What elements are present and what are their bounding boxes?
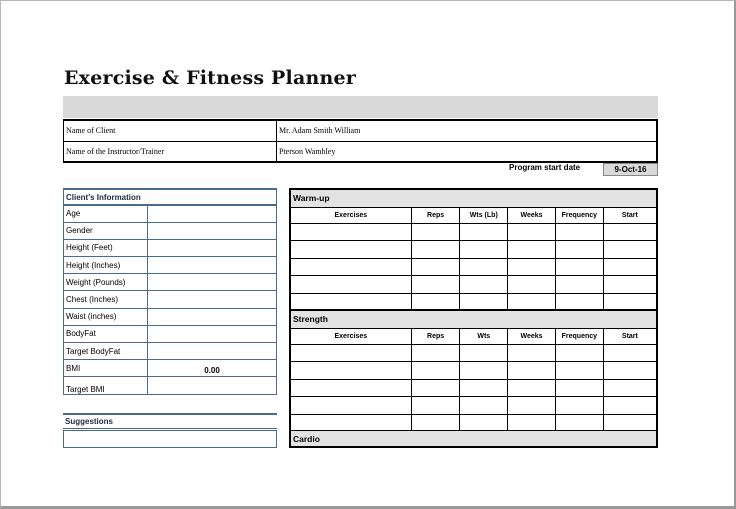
column-header: Start — [603, 207, 657, 223]
cell[interactable] — [508, 362, 556, 380]
cell[interactable] — [603, 293, 657, 311]
instructor-label: Name of the Instructor/Trainer — [64, 141, 277, 162]
table-row — [64, 308, 277, 325]
column-header: Exercises — [290, 328, 411, 344]
header-band — [63, 96, 658, 118]
row-value[interactable] — [148, 205, 277, 222]
table-row — [64, 257, 277, 274]
table-row — [64, 141, 658, 162]
cell[interactable] — [411, 397, 460, 415]
cell[interactable] — [555, 414, 603, 432]
table-row — [64, 291, 277, 308]
cell[interactable] — [508, 379, 556, 397]
strength-table — [289, 309, 658, 432]
section-header-row — [290, 189, 657, 207]
table-row — [290, 293, 657, 311]
clients-information-header: Client's Information — [64, 189, 277, 205]
row-value[interactable] — [148, 325, 277, 342]
table-row — [290, 414, 657, 432]
table-row — [290, 258, 657, 276]
cell[interactable] — [290, 414, 411, 432]
table-header-row — [290, 207, 657, 223]
cell[interactable] — [460, 379, 508, 397]
table-row — [64, 343, 277, 360]
suggestions-header: Suggestions — [63, 413, 277, 429]
row-value[interactable] — [148, 257, 277, 274]
cell[interactable] — [508, 293, 556, 311]
section-header-row — [290, 310, 657, 328]
cell[interactable] — [603, 362, 657, 380]
cell[interactable] — [555, 362, 603, 380]
column-header: Start — [603, 328, 657, 344]
row-label: Chest (Inches) — [64, 291, 148, 308]
column-header: Wts — [460, 328, 508, 344]
row-value[interactable] — [148, 274, 277, 291]
cell[interactable] — [460, 344, 508, 362]
cell[interactable] — [460, 276, 508, 294]
program-start-value[interactable]: 9-Oct-16 — [603, 163, 658, 176]
warmup-title: Warm-up — [290, 189, 657, 207]
column-header: Wts (Lb) — [460, 207, 508, 223]
cell[interactable] — [411, 344, 460, 362]
cell[interactable] — [290, 258, 411, 276]
cell[interactable] — [555, 276, 603, 294]
row-label: BMI — [64, 360, 148, 377]
row-label: Height (Inches) — [64, 257, 148, 274]
suggestions-input[interactable] — [63, 430, 277, 448]
strength-title: Strength — [290, 310, 657, 328]
cell[interactable] — [411, 362, 460, 380]
table-row — [64, 325, 277, 342]
table-row — [290, 379, 657, 397]
cell[interactable] — [411, 241, 460, 259]
cell[interactable] — [603, 397, 657, 415]
page-title: Exercise & Fitness Planner — [64, 67, 356, 89]
cell[interactable] — [508, 397, 556, 415]
column-header: Reps — [411, 207, 460, 223]
cell[interactable] — [411, 276, 460, 294]
cell[interactable] — [555, 241, 603, 259]
row-label: Age — [64, 205, 148, 222]
cell[interactable] — [460, 223, 508, 241]
cell[interactable] — [603, 414, 657, 432]
cell[interactable] — [290, 397, 411, 415]
column-header: Frequency — [555, 328, 603, 344]
row-label: BodyFat — [64, 325, 148, 342]
column-header: Reps — [411, 328, 460, 344]
cell[interactable] — [460, 414, 508, 432]
table-row — [64, 360, 277, 377]
cell[interactable] — [555, 293, 603, 311]
table-row — [64, 377, 277, 395]
row-value[interactable] — [148, 291, 277, 308]
table-row — [64, 274, 277, 291]
cell[interactable] — [508, 258, 556, 276]
table-row — [290, 241, 657, 259]
row-value[interactable] — [148, 239, 277, 256]
cell[interactable] — [508, 414, 556, 432]
cell[interactable] — [290, 276, 411, 294]
cell[interactable] — [290, 362, 411, 380]
program-start-label: Program start date — [509, 163, 581, 172]
cell[interactable] — [555, 223, 603, 241]
cell[interactable] — [411, 414, 460, 432]
cell[interactable] — [290, 241, 411, 259]
cell[interactable] — [411, 223, 460, 241]
row-value[interactable] — [148, 343, 277, 360]
client-name-table — [63, 119, 658, 163]
cell[interactable] — [290, 379, 411, 397]
table-row — [290, 344, 657, 362]
cell[interactable] — [555, 397, 603, 415]
clients-information-table — [63, 188, 277, 395]
row-value[interactable] — [148, 377, 277, 395]
table-row — [290, 397, 657, 415]
cell[interactable] — [290, 293, 411, 311]
cell[interactable] — [411, 293, 460, 311]
cell[interactable] — [411, 379, 460, 397]
cell[interactable] — [603, 223, 657, 241]
column-header: Weeks — [508, 328, 556, 344]
cell[interactable] — [508, 223, 556, 241]
row-value[interactable] — [148, 222, 277, 239]
row-label: Weight (Pounds) — [64, 274, 148, 291]
instructor-value[interactable]: Pterson Wambley — [277, 141, 658, 162]
cell[interactable] — [460, 293, 508, 311]
cell[interactable] — [603, 276, 657, 294]
bmi-value[interactable]: 0.00 — [148, 360, 277, 377]
table-row — [64, 222, 277, 239]
warmup-table — [289, 188, 658, 311]
column-header: Exercises — [290, 207, 411, 223]
row-label: Target BodyFat — [64, 343, 148, 360]
row-label: Height (Feet) — [64, 239, 148, 256]
table-row — [64, 205, 277, 222]
table-row — [290, 362, 657, 380]
cell[interactable] — [555, 379, 603, 397]
cell[interactable] — [460, 362, 508, 380]
table-row — [64, 239, 277, 256]
cell[interactable] — [555, 258, 603, 276]
cell[interactable] — [603, 258, 657, 276]
cell[interactable] — [603, 344, 657, 362]
row-label: Waist (inches) — [64, 308, 148, 325]
table-header-row — [64, 189, 277, 205]
cell[interactable] — [411, 258, 460, 276]
table-row — [64, 120, 658, 141]
row-label: Gender — [64, 222, 148, 239]
cell[interactable] — [460, 241, 508, 259]
column-header: Frequency — [555, 207, 603, 223]
cell[interactable] — [603, 241, 657, 259]
cell[interactable] — [603, 379, 657, 397]
table-row — [290, 223, 657, 241]
cell[interactable] — [508, 276, 556, 294]
cell[interactable] — [508, 241, 556, 259]
table-row — [290, 276, 657, 294]
cell[interactable] — [290, 223, 411, 241]
cardio-section-header: Cardio — [289, 430, 658, 448]
column-header: Weeks — [508, 207, 556, 223]
cell[interactable] — [460, 258, 508, 276]
table-header-row — [290, 328, 657, 344]
cell[interactable] — [555, 344, 603, 362]
row-value[interactable] — [148, 308, 277, 325]
name-of-client-value[interactable]: Mr. Adam Smith William — [277, 120, 658, 141]
cell[interactable] — [508, 344, 556, 362]
name-of-client-label: Name of Client — [64, 120, 277, 141]
row-label: Target BMI — [64, 377, 148, 395]
cell[interactable] — [290, 344, 411, 362]
cell[interactable] — [460, 397, 508, 415]
